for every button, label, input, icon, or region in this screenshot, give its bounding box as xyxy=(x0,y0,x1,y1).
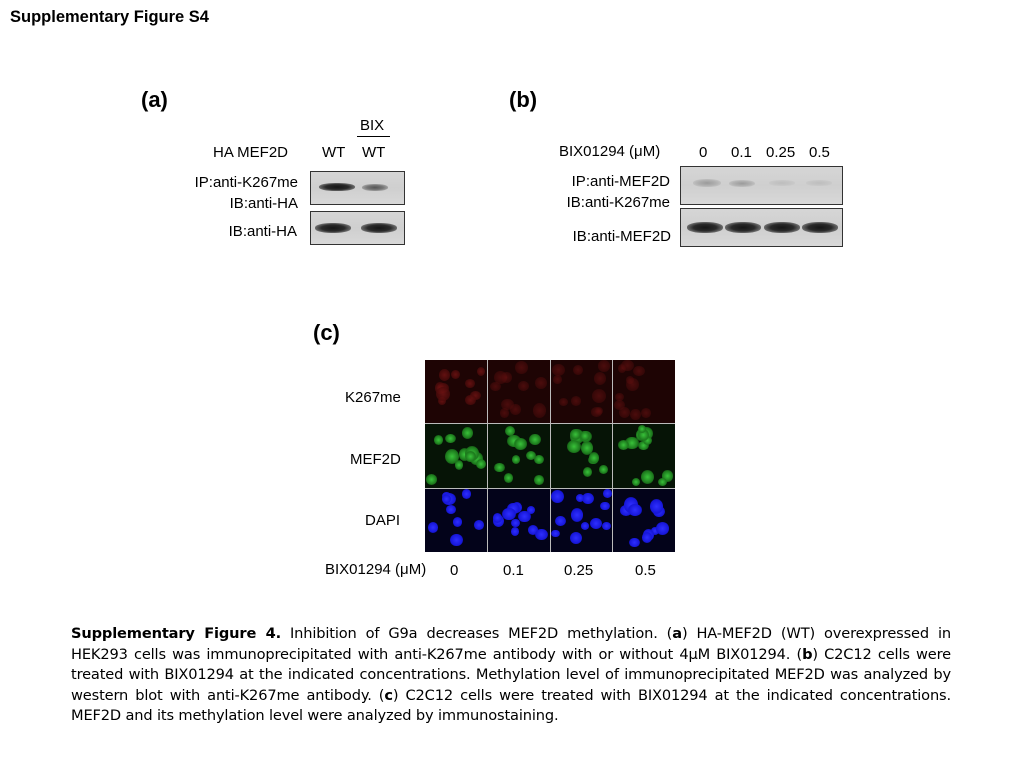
nucleus xyxy=(628,504,642,516)
nucleus xyxy=(446,505,456,514)
nucleus xyxy=(658,478,667,486)
panel-c-col-label-2: 0.1 xyxy=(503,562,524,579)
nucleus xyxy=(428,522,438,532)
band-input-1 xyxy=(315,223,351,233)
nucleus xyxy=(502,508,516,520)
panel-c-row-label-k267me: K267me xyxy=(345,389,401,406)
nucleus xyxy=(638,425,646,433)
nucleus xyxy=(583,467,592,477)
panel-c-x-label: BIX01294 (μM) xyxy=(325,561,427,578)
band-wt-strong xyxy=(319,183,355,191)
nucleus xyxy=(527,506,535,514)
band-b-0-1 xyxy=(729,180,755,187)
nucleus xyxy=(600,502,609,511)
micro-tile-mef2d-2 xyxy=(488,424,550,487)
nucleus xyxy=(518,381,529,391)
nucleus xyxy=(535,529,548,540)
micro-tile-dapi-4 xyxy=(613,489,675,552)
nucleus xyxy=(599,465,608,474)
immunostaining-image-grid xyxy=(425,360,675,552)
nucleus xyxy=(571,396,581,405)
band-b-0-25 xyxy=(769,180,795,186)
nucleus xyxy=(615,393,624,402)
nucleus xyxy=(570,532,582,545)
panel-a-bix-underline xyxy=(357,136,390,137)
panel-b-blot1-label-ip: IP:anti-MEF2D xyxy=(571,173,670,190)
band-b-0 xyxy=(693,179,721,187)
nucleus xyxy=(559,398,569,406)
band-b-0-5 xyxy=(806,180,832,186)
nucleus xyxy=(642,532,652,543)
panel-b-blot2-label: IB:anti-MEF2D xyxy=(572,228,671,245)
caption-part-3: ) C2C12 cells were treated with BIX01294 at the indicated concentrations. Methylation level of immunoprecipitated MEF2D was analyzed by western blot with anti-K267me antibody. ( xyxy=(71,645,951,704)
panel-b-lane-label-1: 0 xyxy=(699,144,708,161)
band-b-input-3 xyxy=(764,222,800,233)
panel-b-blot1-label-ib: IB:anti-K267me xyxy=(566,194,670,211)
band-wt-bix-reduced xyxy=(362,184,388,191)
caption-part-1: Inhibition of G9a decreases MEF2D methylation. ( xyxy=(281,625,673,642)
nucleus xyxy=(633,366,645,376)
nucleus xyxy=(580,431,590,441)
nucleus xyxy=(626,378,638,391)
figure-caption xyxy=(71,624,951,727)
nucleus xyxy=(551,530,560,538)
nucleus xyxy=(571,508,583,521)
nucleus xyxy=(533,403,546,418)
nucleus xyxy=(490,382,501,391)
nucleus xyxy=(445,434,456,444)
nucleus xyxy=(618,440,630,450)
nucleus xyxy=(598,360,610,372)
nucleus xyxy=(641,408,652,418)
nucleus xyxy=(474,520,484,530)
panel-c-col-label-3: 0.25 xyxy=(564,562,594,579)
micro-tile-mef2d-4 xyxy=(613,424,675,487)
nucleus xyxy=(515,361,527,374)
panel-b-lane-label-2: 0.1 xyxy=(731,144,752,161)
nucleus xyxy=(526,451,536,460)
nucleus xyxy=(641,470,654,484)
nucleus xyxy=(553,375,562,384)
nucleus xyxy=(594,372,606,385)
nucleus xyxy=(534,475,543,485)
nucleus xyxy=(595,407,603,415)
caption-part-4: ) C2C12 cells were treated with BIX01294 at the indicated concentrations. MEF2D and its methylation level were analyzed by immunostaining. xyxy=(71,686,951,724)
panel-b-row-label: BIX01294 (μM) xyxy=(559,143,661,160)
panel-c-row-label-dapi: DAPI xyxy=(365,512,401,529)
micro-tile-k267me-4 xyxy=(613,360,675,423)
band-b-input-2 xyxy=(725,222,761,233)
nucleus xyxy=(656,522,670,535)
nucleus xyxy=(514,438,527,449)
nucleus xyxy=(426,474,437,485)
caption-lead: Supplementary Figure 4. xyxy=(71,625,282,642)
panel-a-lane-label-2: WT xyxy=(362,144,386,161)
panel-a-blot-ip xyxy=(310,171,405,205)
nucleus xyxy=(462,427,473,439)
nucleus xyxy=(629,538,639,548)
nucleus xyxy=(511,519,519,527)
panel-b-letter: (b) xyxy=(509,87,538,112)
panel-a-blot1-label-ib: IB:anti-HA xyxy=(229,195,298,212)
nucleus xyxy=(455,460,463,470)
micro-tile-k267me-2 xyxy=(488,360,550,423)
nucleus xyxy=(555,516,566,526)
panel-a-blot2-label: IB:anti-HA xyxy=(228,223,297,240)
nucleus xyxy=(511,527,519,536)
nucleus xyxy=(603,489,612,498)
nucleus xyxy=(590,518,603,529)
nucleus xyxy=(501,399,513,410)
nucleus xyxy=(504,473,513,483)
panel-a-letter: (a) xyxy=(141,87,168,112)
panel-b-blot-ip xyxy=(680,166,843,205)
micro-tile-dapi-1 xyxy=(425,489,487,552)
panel-c-col-label-1: 0 xyxy=(450,562,459,579)
nucleus xyxy=(465,379,475,388)
figure-title: Supplementary Figure S4 xyxy=(10,8,209,26)
caption-part-2: ) HA-MEF2D (WT) overexpressed in HEK293 cells was immunoprecipitated with anti-K267me antibody with or without 4μM BIX01294. ( xyxy=(71,625,951,663)
panel-a-row-label: HA MEF2D xyxy=(213,144,289,161)
nucleus xyxy=(589,452,599,463)
micro-tile-mef2d-1 xyxy=(425,424,487,487)
band-input-2 xyxy=(361,223,397,233)
nucleus xyxy=(535,377,547,390)
nucleus xyxy=(573,365,583,375)
caption-ref-b: b xyxy=(802,645,813,663)
panel-b-lane-label-4: 0.5 xyxy=(809,144,830,161)
caption-ref-c: c xyxy=(384,686,393,704)
band-b-input-1 xyxy=(687,222,723,233)
nucleus xyxy=(592,389,606,403)
panel-a-bix-header: BIX xyxy=(360,117,385,134)
nucleus xyxy=(476,459,486,469)
panel-a-blot-input xyxy=(310,211,405,245)
panel-c-col-label-4: 0.5 xyxy=(635,562,656,579)
nucleus xyxy=(630,409,641,420)
nucleus xyxy=(552,364,565,376)
micro-tile-k267me-3 xyxy=(551,360,613,423)
nucleus xyxy=(581,522,589,529)
nucleus xyxy=(619,407,630,418)
micro-tile-dapi-2 xyxy=(488,489,550,552)
nucleus xyxy=(465,451,475,462)
nucleus xyxy=(462,489,471,498)
nucleus xyxy=(465,395,475,405)
caption-ref-a: a xyxy=(672,625,682,642)
band-b-input-4 xyxy=(802,222,838,233)
panel-b-blot-input xyxy=(680,208,843,247)
nucleus xyxy=(501,372,512,383)
nucleus xyxy=(494,463,504,472)
micro-tile-dapi-3 xyxy=(551,489,613,552)
panel-c-letter: (c) xyxy=(313,320,340,345)
nucleus xyxy=(477,367,485,376)
panel-c-row-label-mef2d: MEF2D xyxy=(350,451,401,468)
nucleus xyxy=(551,490,564,504)
nucleus xyxy=(434,435,443,444)
nucleus xyxy=(618,364,626,373)
micro-tile-mef2d-3 xyxy=(551,424,613,487)
panel-b-lane-label-3: 0.25 xyxy=(766,144,796,161)
nucleus xyxy=(567,440,581,453)
nucleus xyxy=(436,387,450,401)
nucleus xyxy=(453,517,463,527)
panel-a-lane-label-1: WT xyxy=(322,144,346,161)
nucleus xyxy=(439,369,450,381)
nucleus xyxy=(451,370,460,379)
nucleus xyxy=(576,494,585,502)
panel-a-blot1-label-ip: IP:anti-K267me xyxy=(194,174,298,191)
nucleus xyxy=(529,434,541,445)
nucleus xyxy=(602,522,611,530)
micro-tile-k267me-1 xyxy=(425,360,487,423)
nucleus xyxy=(512,455,520,464)
nucleus xyxy=(442,495,451,503)
nucleus xyxy=(450,534,463,547)
nucleus xyxy=(632,478,640,486)
